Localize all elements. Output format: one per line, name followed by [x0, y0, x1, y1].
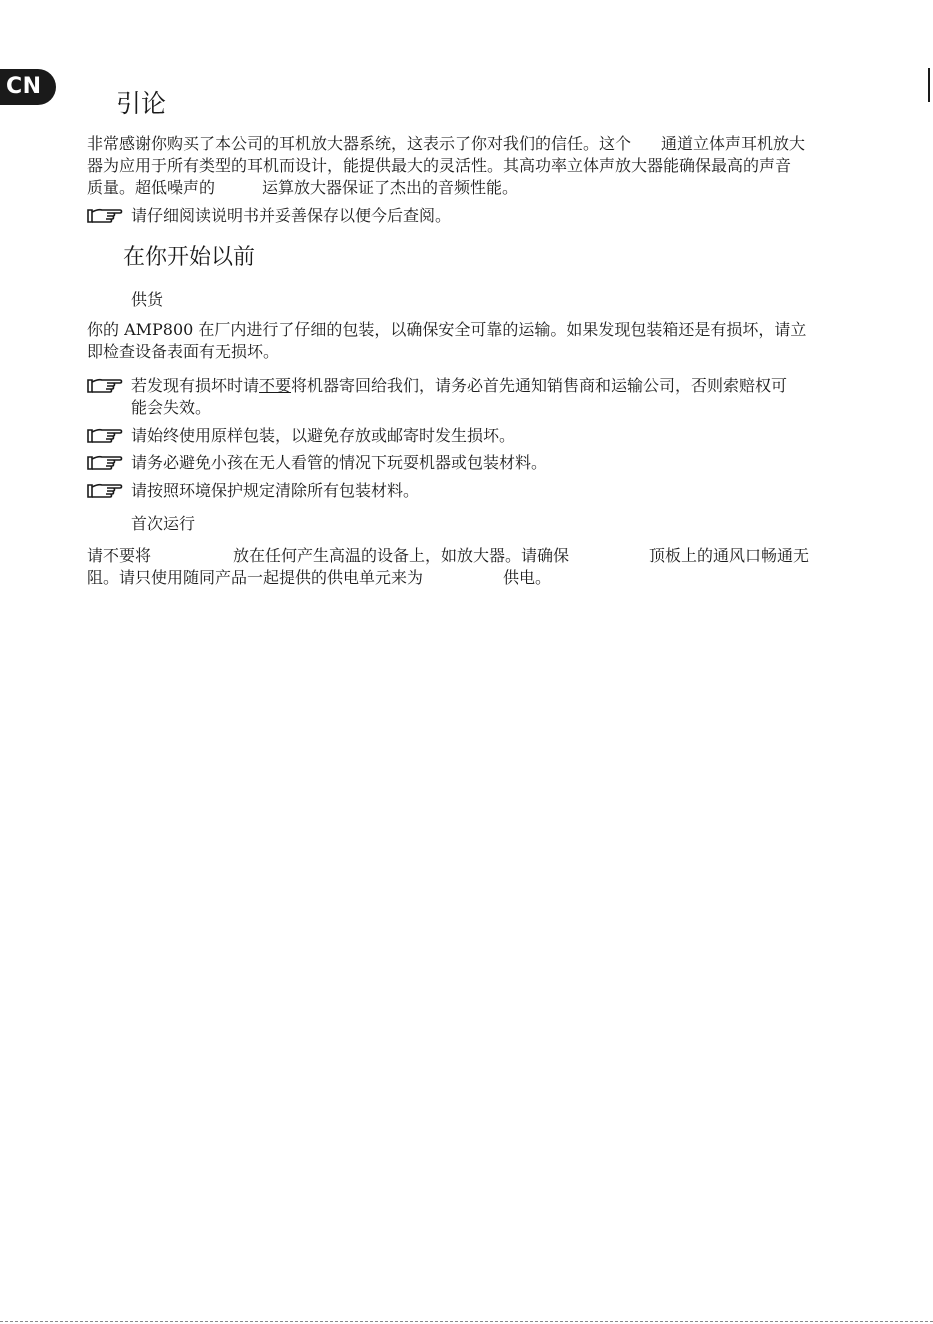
delivery-note-1: 若发现有损坏时请不要将机器寄回给我们，请务必首先通知销售商和运输公司，否则索赔权可 能会失效。 — [87, 375, 862, 419]
first-run-line-1: 请不要将 放在任何产生高温的设备上，如放大器。请确保 顶板上的通风口畅通无 — [87, 546, 810, 565]
before-start-heading: 在你开始以前 — [123, 245, 256, 270]
pointing-hand-icon — [87, 482, 123, 500]
delivery-note-4: 请按照环境保护规定清除所有包装材料。 — [87, 480, 862, 502]
intro-line-1: 非常感谢你购买了本公司的耳机放大器系统，这表示了你对我们的信任。这个 通道立体声耳机放大 — [87, 134, 806, 153]
bottom-rule — [0, 1321, 933, 1322]
intro-note: 请仔细阅读说明书并妥善保存以便今后查阅。 — [87, 205, 862, 227]
language-badge: CN — [0, 69, 56, 105]
intro-heading: 引论 — [116, 89, 167, 118]
intro-line-2: 器为应用于所有类型的耳机而设计，能提供最大的灵活性。其高功率立体声放大器能确保最高的声音 — [87, 156, 792, 175]
first-run-line-2: 阻。请只使用随同产品一起提供的供电单元来为 供电。 — [87, 568, 552, 587]
delivery-line-2: 即检查设备表面有无损坏。 — [87, 342, 280, 361]
first-run-paragraph — [87, 545, 862, 589]
delivery-note-2: 请始终使用原样包装，以避免存放或邮寄时发生损坏。 — [87, 425, 862, 447]
delivery-line-1: 你的 AMP800 在厂内进行了仔细的包装，以确保安全可靠的运输。如果发现包装箱还是有损坏，请立 — [87, 320, 807, 339]
underlined-emphasis: 不要 — [259, 376, 292, 395]
pointing-hand-icon — [87, 207, 123, 225]
delivery-paragraph — [87, 319, 862, 363]
pointing-hand-icon — [87, 454, 123, 472]
intro-line-3: 质量。超低噪声的 运算放大器保证了杰出的音频性能。 — [87, 178, 519, 197]
first-run-heading: 首次运行 — [131, 514, 196, 533]
pointing-hand-icon — [87, 377, 123, 395]
delivery-note-3: 请务必避免小孩在无人看管的情况下玩耍机器或包装材料。 — [87, 452, 862, 474]
pointing-hand-icon — [87, 427, 123, 445]
delivery-heading: 供货 — [131, 290, 164, 309]
intro-paragraph — [87, 133, 862, 199]
edge-mark — [928, 68, 930, 102]
